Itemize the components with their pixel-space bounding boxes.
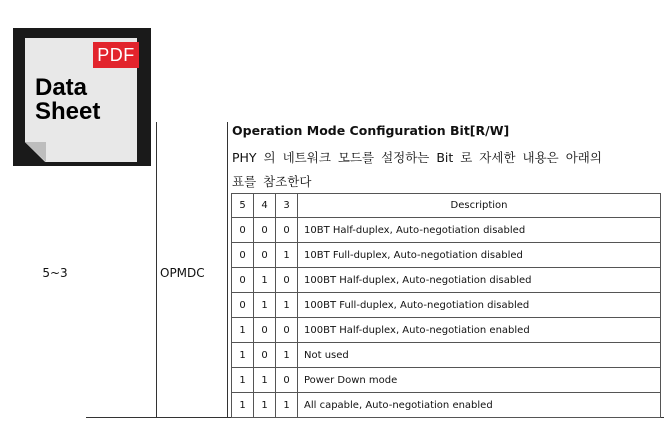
cell-bit4: 0	[254, 318, 276, 343]
cell-description: Not used	[298, 343, 661, 368]
cell-bit3: 0	[276, 318, 298, 343]
mode-table	[231, 193, 661, 418]
cell-description: Power Down mode	[298, 368, 661, 393]
field-name: OPMDC	[160, 266, 205, 280]
datasheet-title-line2: Sheet	[35, 98, 101, 125]
cell-description: 10BT Half-duplex, Auto-negotiation disabled	[298, 218, 661, 243]
bit-range: 5~3	[42, 266, 68, 280]
table-row	[232, 268, 661, 293]
pdf-label: PDF	[93, 42, 139, 68]
cell-bit4: 1	[254, 268, 276, 293]
cell-description: 10BT Full-duplex, Auto-negotiation disabled	[298, 243, 661, 268]
field-heading: Operation Mode Configuration Bit[R/W]	[232, 123, 510, 138]
field-description-line1: PHY 의 네트워크 모드를 설정하는 Bit 로 자세한 내용은 아래의	[232, 150, 602, 165]
cell-bit5: 1	[232, 318, 254, 343]
table-row	[232, 318, 661, 343]
cell-bit5: 0	[232, 268, 254, 293]
cell-bit5: 1	[232, 343, 254, 368]
cell-bit5: 0	[232, 293, 254, 318]
header-bit5: 5	[232, 194, 254, 218]
field-description-line2: 표를 참조한다	[232, 174, 312, 189]
cell-bit4: 0	[254, 343, 276, 368]
cell-description: All capable, Auto-negotiation enabled	[298, 393, 661, 418]
cell-bit3: 1	[276, 243, 298, 268]
header-bit3: 3	[276, 194, 298, 218]
table-row	[232, 393, 661, 418]
table-row	[232, 218, 661, 243]
datasheet-title-line1: Data	[35, 74, 88, 101]
cell-bit5: 0	[232, 218, 254, 243]
cell-bit5: 0	[232, 243, 254, 268]
cell-bit3: 1	[276, 293, 298, 318]
datasheet-logo	[13, 28, 151, 166]
header-description: Description	[298, 194, 661, 218]
table-row	[232, 368, 661, 393]
cell-bit3: 0	[276, 268, 298, 293]
column-divider-left	[156, 122, 157, 418]
datasheet-title	[35, 76, 135, 124]
cell-bit4: 0	[254, 243, 276, 268]
cell-bit4: 0	[254, 218, 276, 243]
cell-bit5: 1	[232, 393, 254, 418]
cell-bit3: 1	[276, 343, 298, 368]
mode-table-header	[232, 194, 661, 218]
cell-bit3: 0	[276, 218, 298, 243]
cell-bit3: 0	[276, 368, 298, 393]
header-bit4: 4	[254, 194, 276, 218]
cell-bit3: 1	[276, 393, 298, 418]
cell-description: 100BT Full-duplex, Auto-negotiation disabled	[298, 293, 661, 318]
cell-description: 100BT Half-duplex, Auto-negotiation enabled	[298, 318, 661, 343]
cell-bit4: 1	[254, 293, 276, 318]
table-row	[232, 243, 661, 268]
table-row	[232, 293, 661, 318]
cell-description: 100BT Half-duplex, Auto-negotiation disabled	[298, 268, 661, 293]
table-row	[232, 343, 661, 368]
cell-bit4: 1	[254, 393, 276, 418]
cell-bit4: 1	[254, 368, 276, 393]
cell-bit5: 1	[232, 368, 254, 393]
